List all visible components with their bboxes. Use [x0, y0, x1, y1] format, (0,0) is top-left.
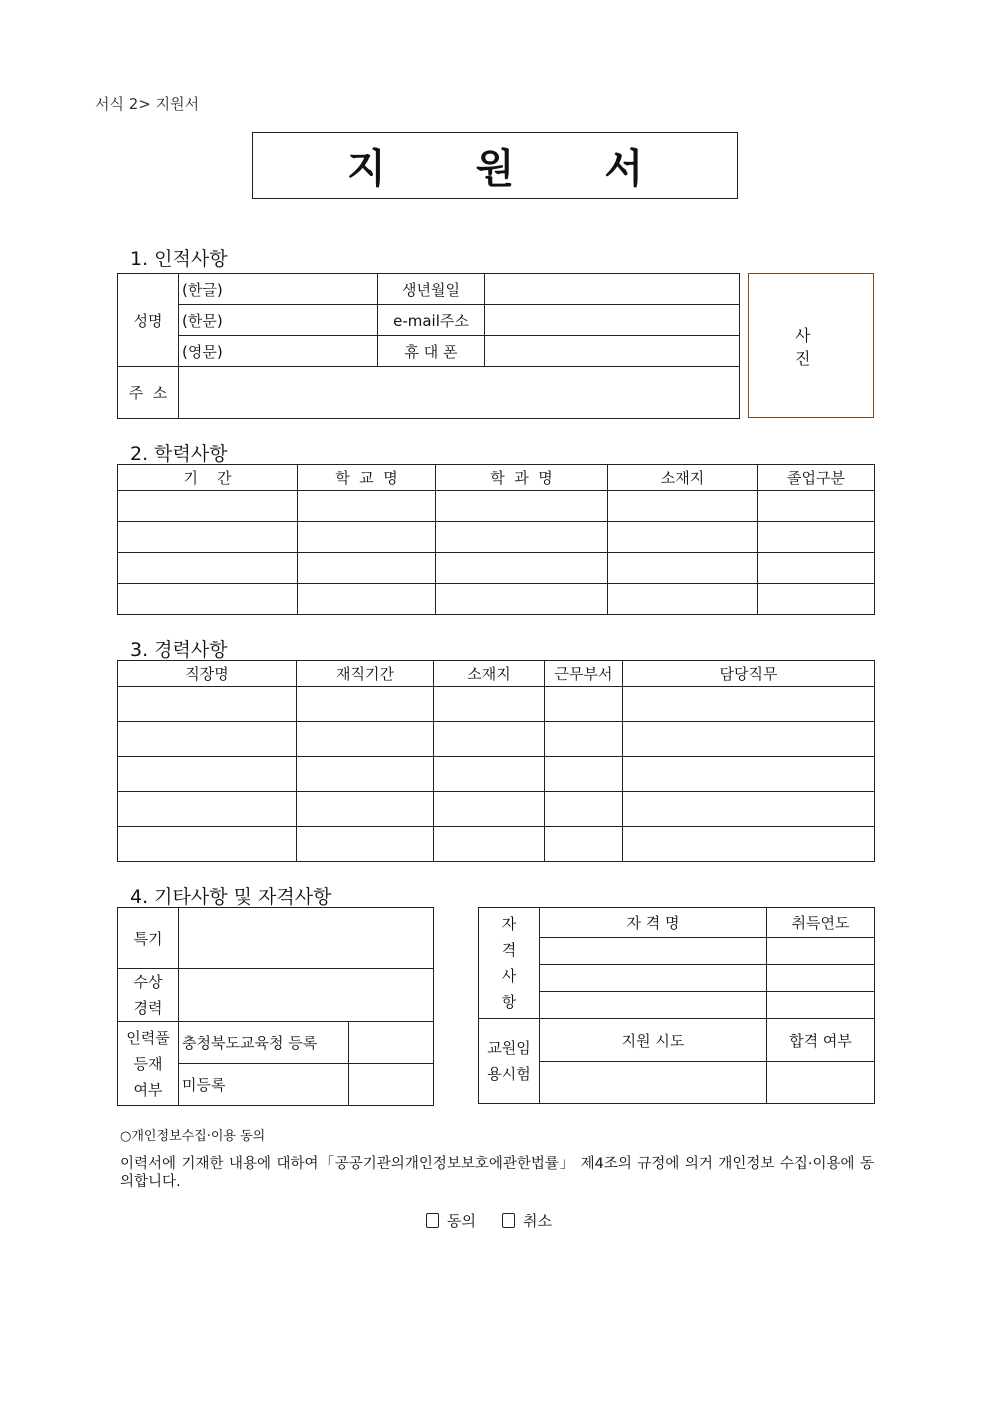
table-cell[interactable]: [608, 491, 758, 522]
qual-label-char-3: 사: [501, 967, 517, 985]
career-header-period: 재직기간: [297, 661, 434, 687]
table-row: [118, 522, 875, 553]
award-label: [118, 969, 179, 1022]
table-cell[interactable]: [434, 687, 545, 722]
table-cell[interactable]: [297, 722, 434, 757]
career-header-duty: 담당직무: [623, 661, 875, 687]
table-cell[interactable]: [767, 938, 875, 965]
exam-label-line-2: 용시험: [487, 1065, 531, 1083]
qualification-table: [478, 907, 875, 1104]
table-cell[interactable]: [436, 553, 608, 584]
table-cell[interactable]: [767, 1062, 875, 1104]
table-cell[interactable]: [545, 757, 623, 792]
section-personal-title: 1. 인적사항: [130, 248, 228, 270]
qual-label-char-1: 자: [501, 915, 517, 933]
name-korean-field[interactable]: (한글): [179, 274, 378, 305]
cancel-checkbox-icon[interactable]: [502, 1213, 515, 1228]
talent-pool-label: [118, 1022, 179, 1106]
table-cell[interactable]: [540, 938, 767, 965]
table-cell[interactable]: [623, 827, 875, 862]
table-row: [118, 584, 875, 615]
section-education-title: 2. 학력사항: [130, 443, 228, 465]
consent-choices: [426, 1210, 552, 1231]
table-cell[interactable]: [298, 522, 436, 553]
table-cell[interactable]: [297, 827, 434, 862]
table-cell[interactable]: [767, 992, 875, 1019]
table-cell[interactable]: [118, 827, 297, 862]
pool-registered-label: 충청북도교육청 등록: [179, 1022, 349, 1064]
table-cell[interactable]: [118, 553, 298, 584]
table-row: [118, 722, 875, 757]
pool-label-line-2: 등재: [133, 1054, 163, 1073]
education-table: [117, 464, 875, 615]
table-cell[interactable]: [758, 522, 875, 553]
agree-checkbox-icon[interactable]: [426, 1213, 439, 1228]
table-cell[interactable]: [436, 584, 608, 615]
consent-text: 이력서에 기재한 내용에 대하여「공공기관의개인정보보호에관한법률」 제4조의 규정에 의거 개인정보 수집·이용에 동의합니다.: [120, 1156, 874, 1190]
table-cell[interactable]: [608, 522, 758, 553]
career-header-company: 직장명: [118, 661, 297, 687]
phone-field[interactable]: [485, 336, 740, 367]
pool-label-line-1: 인력풀: [126, 1028, 170, 1047]
qual-year-header: 취득연도: [767, 908, 875, 938]
qualification-label: [479, 908, 540, 1019]
address-label: 주 소: [118, 367, 179, 419]
name-label: 성명: [118, 274, 179, 367]
table-cell[interactable]: [118, 522, 298, 553]
edu-header-graduation: 졸업구분: [758, 465, 875, 491]
table-cell[interactable]: [623, 757, 875, 792]
name-hanja-field[interactable]: (한문): [179, 305, 378, 336]
phone-label: 휴 대 폰: [378, 336, 485, 367]
personal-info-table: [117, 273, 740, 419]
table-cell[interactable]: [436, 522, 608, 553]
table-cell[interactable]: [545, 827, 623, 862]
title-char-1: 지: [347, 146, 386, 192]
email-field[interactable]: [485, 305, 740, 336]
qual-label-char-4: 항: [501, 993, 517, 1011]
career-table: [117, 660, 875, 862]
table-cell[interactable]: [540, 992, 767, 1019]
table-cell[interactable]: [118, 722, 297, 757]
table-row: [118, 792, 875, 827]
table-cell[interactable]: [540, 1062, 767, 1104]
email-label: e-mail주소: [378, 305, 485, 336]
table-cell[interactable]: [545, 722, 623, 757]
table-cell[interactable]: [758, 553, 875, 584]
table-cell[interactable]: [298, 553, 436, 584]
title-char-3: 서: [604, 146, 643, 192]
table-cell[interactable]: [623, 687, 875, 722]
table-cell[interactable]: [767, 965, 875, 992]
edu-header-major: 학 과 명: [436, 465, 608, 491]
specialty-label: 특기: [118, 908, 179, 969]
table-cell[interactable]: [298, 584, 436, 615]
birth-field[interactable]: [485, 274, 740, 305]
cancel-option[interactable]: [502, 1210, 552, 1231]
edu-header-period: 기 간: [118, 465, 298, 491]
table-cell[interactable]: [297, 757, 434, 792]
pool-label-line-3: 여부: [133, 1080, 163, 1099]
table-cell[interactable]: [434, 757, 545, 792]
table-cell[interactable]: [118, 584, 298, 615]
address-field[interactable]: [179, 367, 740, 419]
photo-box[interactable]: 사 진: [748, 273, 874, 418]
exam-pass-header: 합격 여부: [767, 1019, 875, 1062]
qual-label-char-2: 격: [501, 941, 517, 959]
title-char-2: 원: [475, 146, 515, 192]
other-info-table: [117, 907, 434, 1106]
table-cell[interactable]: [608, 584, 758, 615]
exam-attempt-header: 지원 시도: [540, 1019, 767, 1062]
career-header-department: 근무부서: [545, 661, 623, 687]
table-cell[interactable]: [434, 827, 545, 862]
career-header-location: 소재지: [434, 661, 545, 687]
table-cell[interactable]: [118, 792, 297, 827]
section-other-title: 4. 기타사항 및 자격사항: [130, 886, 332, 908]
edu-header-location: 소재지: [608, 465, 758, 491]
edu-header-school: 학 교 명: [298, 465, 436, 491]
table-row: [118, 491, 875, 522]
table-cell[interactable]: [623, 722, 875, 757]
consent-heading: ○개인정보수집·이용 동의: [120, 1129, 266, 1144]
table-cell[interactable]: [545, 792, 623, 827]
agree-option[interactable]: [426, 1210, 476, 1231]
award-field[interactable]: [179, 969, 434, 1022]
table-cell[interactable]: [545, 687, 623, 722]
table-cell[interactable]: [436, 491, 608, 522]
document-title: [252, 132, 738, 199]
name-english-field[interactable]: (영문): [179, 336, 378, 367]
specialty-field[interactable]: [179, 908, 434, 969]
teacher-exam-label: [479, 1019, 540, 1104]
table-cell[interactable]: [623, 792, 875, 827]
section-career-title: 3. 경력사항: [130, 639, 228, 661]
table-cell[interactable]: [297, 792, 434, 827]
qual-name-header: 자 격 명: [540, 908, 767, 938]
table-row: [118, 687, 875, 722]
pool-registered-field[interactable]: [349, 1022, 434, 1064]
table-cell[interactable]: [758, 584, 875, 615]
table-row: [118, 553, 875, 584]
form-number-label: 서식 2> 지원서: [95, 95, 200, 113]
agree-label: 동의: [447, 1212, 476, 1230]
table-cell[interactable]: [118, 757, 297, 792]
birth-label: 생년월일: [378, 274, 485, 305]
award-label-line-2: 경력: [133, 999, 163, 1017]
table-cell[interactable]: [434, 792, 545, 827]
table-cell[interactable]: [758, 491, 875, 522]
table-cell[interactable]: [540, 965, 767, 992]
pool-unregistered-field[interactable]: [349, 1064, 434, 1106]
table-cell[interactable]: [118, 687, 297, 722]
table-cell[interactable]: [608, 553, 758, 584]
pool-unregistered-label: 미등록: [179, 1064, 349, 1106]
table-cell[interactable]: [298, 491, 436, 522]
table-cell[interactable]: [434, 722, 545, 757]
table-cell[interactable]: [118, 491, 298, 522]
table-row: [118, 757, 875, 792]
exam-label-line-1: 교원임: [487, 1039, 531, 1057]
table-row: [118, 827, 875, 862]
cancel-label: 취소: [522, 1212, 552, 1230]
award-label-line-1: 수상: [133, 973, 163, 991]
table-cell[interactable]: [297, 687, 434, 722]
